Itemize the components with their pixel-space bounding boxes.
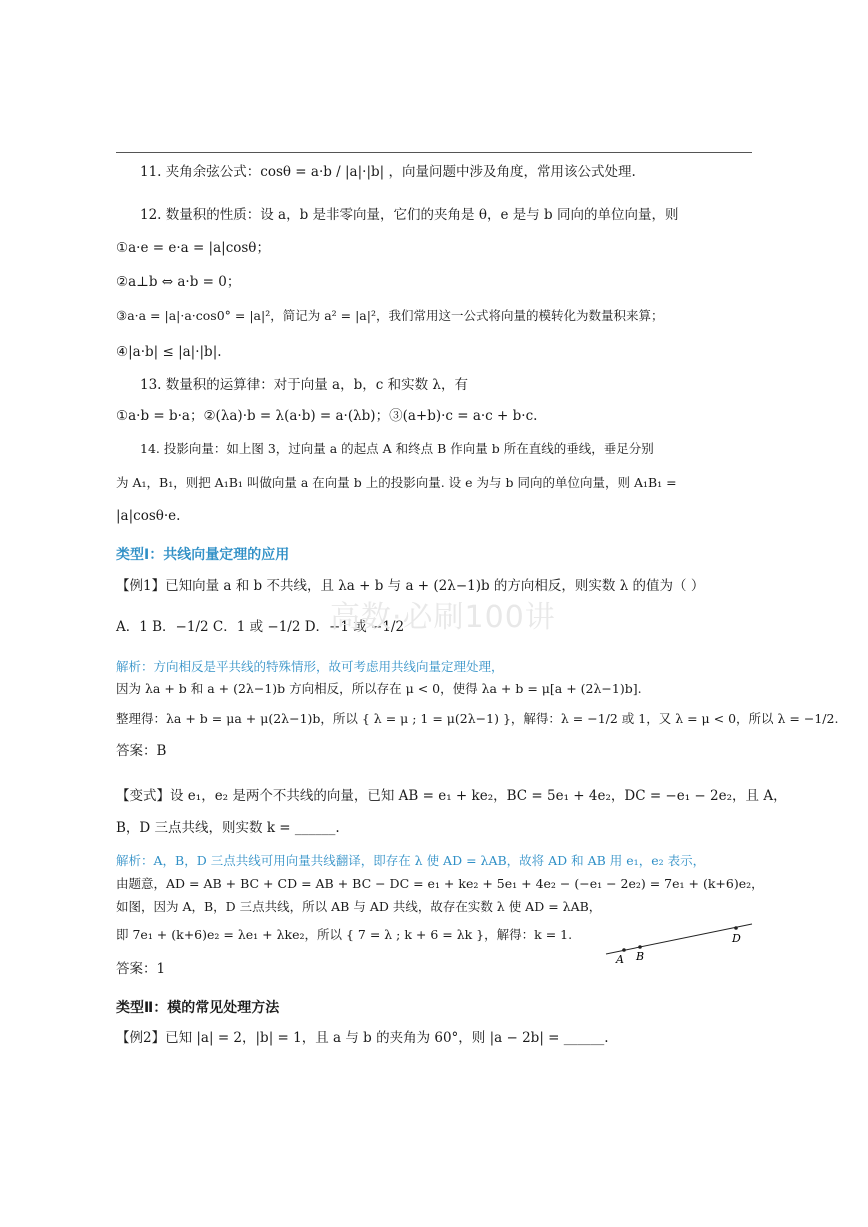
type1-heading: 类型Ⅰ：共线向量定理的应用 xyxy=(116,547,290,563)
point-a xyxy=(622,948,626,952)
item-14-line2: 为 A₁，B₁，则把 A₁B₁ 叫做向量 a 在向量 b 上的投影向量. 设 e 为与 b 同向的单位向量，则 A₁B₁ = xyxy=(116,475,677,490)
solution-1-line2: 因为 λa + b 和 a + (2λ−1)b 方向相反，所以存在 μ < 0，使得 λa + b = μ[a + (2λ−1)b]. xyxy=(116,681,642,696)
variant-line2: B，D 三点共线，则实数 k = ______. xyxy=(116,820,340,836)
header-rule xyxy=(116,152,752,153)
example-1: 【例1】已知向量 a 和 b 不共线，且 λa + b 与 a + (2λ−1)b 的方向相反，则实数 λ 的值为（ ） xyxy=(116,578,705,594)
item-12-1: ①a·e = e·a = |a|cosθ； xyxy=(116,240,270,256)
example-2: 【例2】已知 |a| = 2，|b| = 1，且 a 与 b 的夹角为 60°，则 |a − 2b| = ______. xyxy=(116,1030,609,1046)
point-b xyxy=(638,945,642,949)
variant-solution-line4: 即 7e₁ + (k+6)e₂ = λe₁ + λke₂，所以 { 7 = λ ; k + 6 = λk }，解得：k = 1. xyxy=(116,927,573,942)
figure-line xyxy=(606,924,752,954)
item-14: 14. 投影向量：如上图 3，过向量 a 的起点 A 和终点 B 作向量 b 所在直线的垂线，垂足分别 xyxy=(140,441,654,456)
variant-solution-line2: 由题意，AD = AB + BC + CD = AB + BC − DC = e₁ + ke₂ + 5e₁ + 4e₂ − (−e₁ − 2e₂) = 7e₁ + (k+6)e₂， xyxy=(116,876,764,891)
solution-1-line1: 解析：方向相反是平共线的特殊情形，故可考虑用共线向量定理处理， xyxy=(116,659,504,674)
label-a: A xyxy=(616,953,624,964)
watermark: 高数·必刷100讲 xyxy=(330,600,556,635)
item-13: 13. 数量积的运算律：对于向量 a，b，c 和实数 λ，有 xyxy=(140,377,468,393)
item-12-4: ④|a·b| ≤ |a|·|b|. xyxy=(116,344,222,360)
example-1-options: A．1 B．−1/2 C．1 或 −1/2 D．−1 或 −1/2 xyxy=(116,619,405,635)
variant-solution-line3: 如图，因为 A，B，D 三点共线，所以 AB 与 AD 共线，故存在实数 λ 使 AD = λAB， xyxy=(116,899,602,914)
variant: 【变式】设 e₁，e₂ 是两个不共线的向量，已知 AB = e₁ + ke₂，BC = 5e₁ + 4e₂，DC = −e₁ − 2e₂，且 A， xyxy=(116,788,787,804)
point-d xyxy=(734,926,738,930)
label-b: B xyxy=(636,950,645,963)
item-11: 11. 夹角余弦公式：cosθ = a·b / |a|·|b| ，向量问题中涉及角度，常用该公式处理. xyxy=(140,164,636,180)
answer-1: 答案：B xyxy=(116,743,167,759)
collinear-points-figure xyxy=(600,916,760,964)
variant-answer: 答案：1 xyxy=(116,961,166,977)
item-14-line3: |a|cosθ·e. xyxy=(116,508,181,524)
item-12-3: ③a·a = |a|·a·cos0° = |a|²，简记为 a² = |a|²，我们常用这一公式将向量的模转化为数量积来算； xyxy=(116,308,664,323)
label-d: D xyxy=(732,932,741,945)
item-12-2: ②a⊥b ⇔ a·b = 0； xyxy=(116,274,241,290)
solution-1-line3: 整理得：λa + b = μa + μ(2λ−1)b，所以 { λ = μ ; 1 = μ(2λ−1) }，解得：λ = −1/2 或 1，又 λ = μ < 0，所以 λ = −1/2. xyxy=(116,711,839,726)
variant-solution-line1: 解析：A，B，D 三点共线可用向量共线翻译，即存在 λ 使 AD = λAB，故将 AD 和 AB 用 e₁，e₂ 表示， xyxy=(116,853,706,868)
item-13-laws: ①a·b = b·a；②(λa)·b = λ(a·b) = a·(λb)；③(a+b)·c = a·c + b·c. xyxy=(116,408,538,424)
item-12: 12. 数量积的性质：设 a，b 是非零向量，它们的夹角是 θ，e 是与 b 同向的单位向量，则 xyxy=(140,207,679,223)
type2-heading: 类型Ⅱ：模的常见处理方法 xyxy=(116,1000,280,1016)
